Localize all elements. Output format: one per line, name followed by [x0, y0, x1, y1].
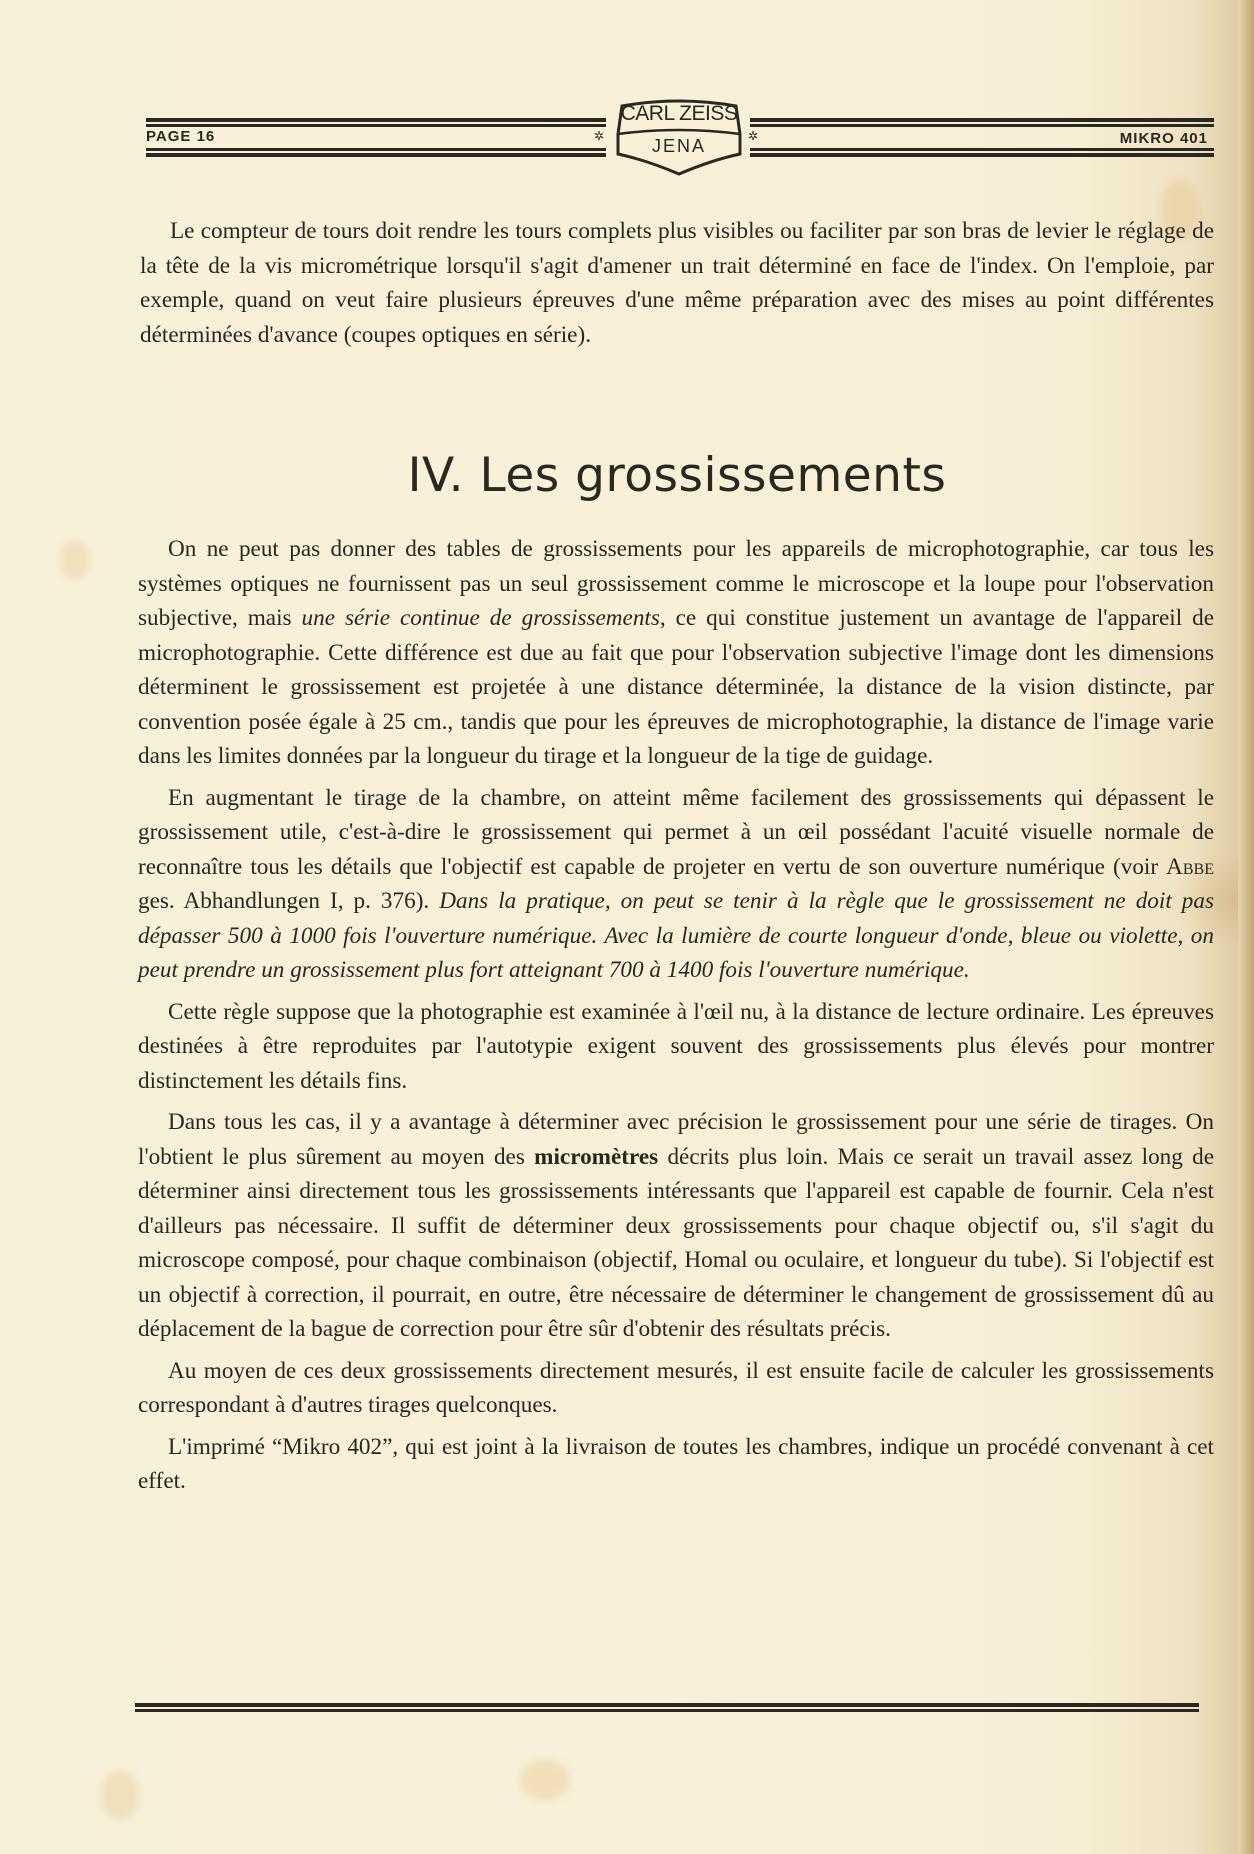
bold-term: micromètres — [534, 1143, 659, 1170]
logo-text-jena: JENA — [651, 136, 706, 156]
paragraph-6: L'imprimé “Mikro 402”, qui est joint à la livraison de toutes les chambres, indique un procédé convenant à cet effet. — [138, 1433, 1214, 1494]
ornament-star-icon: ✲ — [594, 129, 605, 143]
paper-stain — [520, 1760, 570, 1800]
section-title: IV. Les grossissements — [407, 448, 947, 503]
page-spine-edge — [1238, 0, 1254, 1854]
document-code: MIKRO 401 — [1119, 130, 1208, 147]
header-rule — [750, 148, 1214, 160]
carl-zeiss-logo — [612, 98, 746, 176]
footer-rule — [135, 1703, 1199, 1712]
paper-stain — [60, 540, 90, 580]
author-name: Abbe — [1166, 853, 1214, 880]
paper-stain — [100, 1770, 140, 1820]
ornament-star-icon: ✲ — [748, 129, 759, 143]
intro-section — [140, 214, 1214, 352]
logo-text-carl-zeiss: CARL ZEISS — [620, 102, 738, 125]
header-rule — [750, 118, 1214, 130]
header-rule — [146, 148, 606, 160]
paragraph-4: Dans tous les cas, il y a avantage à déterminer avec précision le grossissement pour une série de tirages. On l'obtient le plus sûrement au moyen des micromètres décrits plus loin. Mais ce serait un travail assez long de déterminer ainsi directement tous les grossissements intéressants que l'appareil est capable de fournir. Cela n'est d'ailleurs pas nécessaire. Il suffit de déterminer deux grossissements pour chaque objectif ou, s'il s'agit du microscope composé, pour chaque combinaison (objectif, Homal ou oculaire, et longueur du tube). Si l'objectif est un objectif à correction, il pourrait, en outre, être nécessaire de déterminer le changement de grossissement dû au déplacement de la bague de correction pour être sûr d'obtenir des résultats précis. — [138, 1109, 1214, 1342]
paragraph-3: Cette règle suppose que la photographie est examinée à l'œil nu, à la distance de lecture ordinaire. Les épreuves destinées à être reproduites par l'autotypie exigent souvent des grossissements plus élevés pour montrer distinctement les détails fins. — [138, 998, 1214, 1094]
page-header — [146, 102, 1214, 174]
page-number: PAGE 16 — [146, 128, 216, 145]
intro-paragraph: Le compteur de tours doit rendre les tours complets plus visibles ou faciliter par son bras de levier le réglage de la tête de la vis micrométrique lorsqu'il s'agit d'amener un trait déterminé en face de l'index. On l'emploie, par exemple, quand on veut faire plusieurs épreuves d'une même préparation avec des mises au point différentes déterminées d'avance (coupes optiques en série). — [140, 218, 1214, 348]
emphasis-text: une série continue de grossissements, — [301, 605, 666, 631]
paragraph-5: Au moyen de ces deux grossissements directement mesurés, il est ensuite facile de calculer les grossissements correspondant à d'autres tirages quelconques. — [138, 1357, 1214, 1418]
paragraph-2: En augmentant le tirage de la chambre, on atteint même facilement des grossissements qui dépassent le grossissement utile, c'est-à-dire le grossissement qui permet à un œil possédant l'acuité visuelle normale de reconnaître tous les détails que l'objectif est capable de projeter en vertu de son ouverture numérique (voir Abbe ges. Abhandlungen I, p. 376). Dans la pratique, on peut se tenir à la règle que le grossissement ne doit pas dépasser 500 à 1000 fois l'ouverture numérique. Avec la lumière de courte longueur d'onde, bleue ou violette, on peut prendre un grossissement plus fort atteignant 700 à 1400 fois l'ouverture numérique. — [138, 784, 1214, 983]
emphasis-text: Dans la pratique, on peut se tenir à la règle que le grossissement ne doit pas dépasser 500 à 1000 fois l'ouverture numérique. Avec la lumière de courte longueur d'onde, bleue ou violette, on peut prendre un grossissement plus fort atteignant 700 à 1400 fois l'ouverture numérique. — [138, 888, 1214, 983]
section-heading — [0, 448, 1254, 503]
section-body — [138, 532, 1214, 1506]
paragraph-1: On ne peut pas donner des tables de grossissements pour les appareils de microphotographie, car tous les systèmes optiques ne fournissent pas un seul grossissement comme le microscope et la loupe pour l'observation subjective, mais une série continue de grossissements, ce qui constitue justement un avantage de l'appareil de microphotographie. Cette différence est due au fait que pour l'observation subjective l'image dont les dimensions déterminent le grossissement est projetée à une distance déterminée, la distance de la vision distincte, par convention posée égale à 25 cm., tandis que pour les épreuves de microphotographie, la distance de l'image varie dans les limites données par la longueur du tirage et la longueur de la tige de guidage. — [138, 536, 1214, 769]
